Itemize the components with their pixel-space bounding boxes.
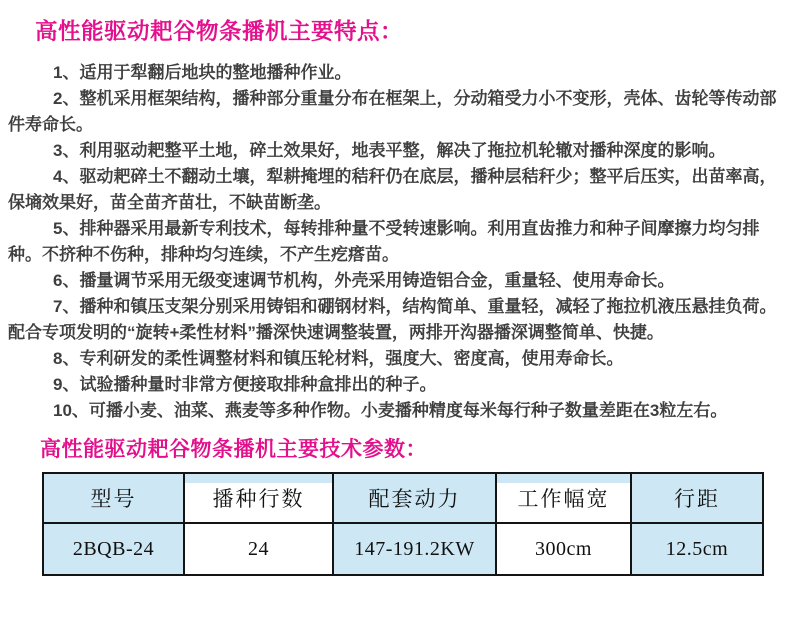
specs-data-cell: 12.5cm (631, 523, 763, 575)
specs-data-cell: 2BQB-24 (43, 523, 184, 575)
specs-data-cell: 24 (184, 523, 333, 575)
specs-data-cell: 300cm (496, 523, 631, 575)
features-section-title: 高性能驱动耙谷物条播机主要特点： (35, 19, 404, 44)
feature-item: 8、专利研发的柔性调整材料和镇压轮材料，强度大、密度高，使用寿命长。 (53, 349, 624, 368)
feature-item: 1、适用于犁翻后地块的整地播种作业。 (53, 63, 352, 82)
specs-table-body (43, 523, 763, 575)
feature-item: 2、整机采用框架结构，播种部分重量分布在框架上，分动箱受力小不变形，壳体、齿轮等传动部件寿命长。 (8, 89, 777, 134)
specs-header-row (43, 473, 763, 523)
features-list (8, 60, 788, 424)
specs-section-title: 高性能驱动耙谷物条播机主要技术参数： (40, 437, 427, 461)
feature-item: 4、驱动耙碎土不翻动土壤，犁耕掩埋的秸秆仍在底层，播种层秸秆少；整平后压实，出苗率高，保墒效果好，苗全苗齐苗壮，不缺苗断垄。 (8, 167, 777, 212)
specs-data-cell: 147-191.2KW (333, 523, 496, 575)
feature-item: 9、试验播种量时非常方便接取排种盒排出的种子。 (53, 375, 437, 394)
specs-table (42, 472, 764, 576)
specs-header-cell: 型号 (43, 473, 184, 523)
specs-header-cell: 播种行数 (184, 473, 333, 523)
specs-header-cell: 配套动力 (333, 473, 496, 523)
feature-item: 3、利用驱动耙整平土地，碎土效果好，地表平整，解决了拖拉机轮辙对播种深度的影响。 (53, 141, 726, 160)
specs-data-row (43, 523, 763, 575)
feature-item: 5、排种器采用最新专利技术，每转排种量不受转速影响。利用直齿推力和种子间摩擦力均匀排种。不挤种不伤种，排种均匀连续，不产生疙瘩苗。 (8, 219, 760, 264)
feature-item: 10、可播小麦、油菜、燕麦等多种作物。小麦播种精度每米每行种子数量差距在3粒左右。 (53, 401, 728, 420)
specs-header-cell: 行距 (631, 473, 763, 523)
document-page (0, 17, 800, 576)
feature-item: 6、播量调节采用无级变速调节机构，外壳采用铸造铝合金，重量轻、使用寿命长。 (53, 271, 675, 290)
feature-item: 7、播种和镇压支架分别采用铸铝和硼钢材料，结构简单、重量轻，减轻了拖拉机液压悬挂负荷。配合专项发明的“旋转+柔性材料”播深快速调整装置，两排开沟器播深调整简单、快捷。 (8, 297, 777, 342)
specs-header-cell: 工作幅宽 (496, 473, 631, 523)
